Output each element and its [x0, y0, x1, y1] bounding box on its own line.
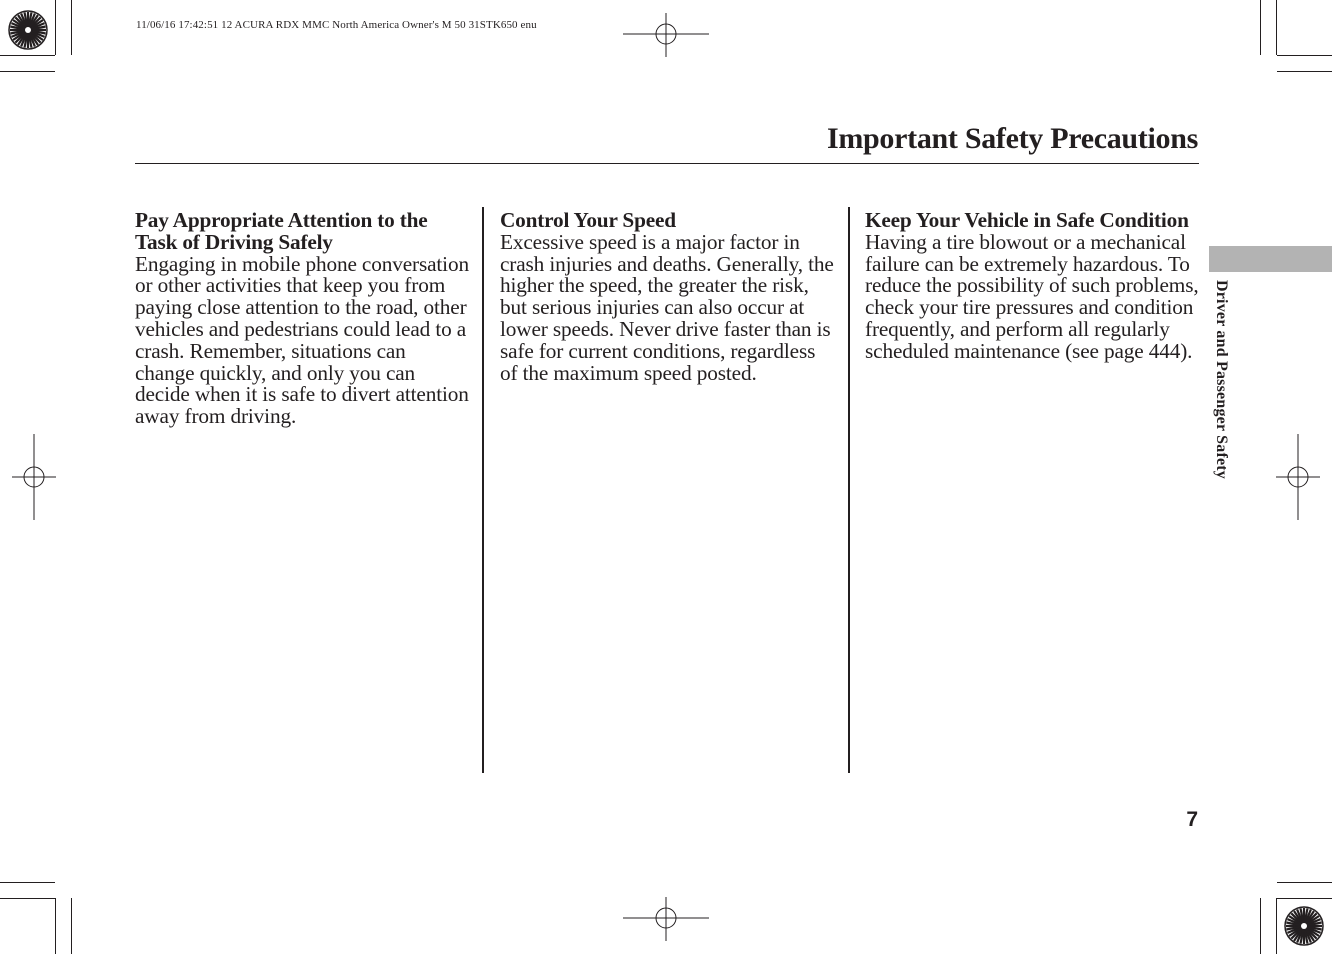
crop-mark-bottom-left-v2	[71, 898, 72, 954]
page-title: Important Safety Precautions	[826, 122, 1198, 155]
column-attention	[135, 210, 470, 428]
crop-mark-top-right-v	[1260, 0, 1261, 55]
starburst-mark-bottom-right-icon	[1284, 906, 1324, 946]
crop-mark-bottom-right-v	[1260, 898, 1261, 954]
section-heading: Control Your Speed	[500, 208, 676, 232]
page-number: 7	[1186, 808, 1198, 831]
crop-mark-top-left-v2	[55, 0, 56, 55]
starburst-mark-top-left-icon	[8, 10, 48, 50]
section-body: Excessive speed is a major factor in crash injuries and deaths. Generally, the higher the speed, the greater the risk, but serious injuries can also occur at lower speeds. Never drive faster than is safe for current conditions, regardless of the maximum speed posted.	[500, 229, 834, 385]
print-info-slug: 11/06/16 17:42:51 12 ACURA RDX MMC North America Owner's M 50 31STK650 enu	[136, 19, 537, 31]
column-vehicle-condition	[865, 210, 1199, 363]
section-heading: Pay Appropriate Attention to the Task of Driving Safely	[135, 208, 428, 254]
registration-target-left-icon	[12, 434, 56, 520]
crop-mark-bottom-left-v	[55, 898, 56, 954]
column-speed	[500, 210, 835, 384]
title-rule	[135, 163, 1199, 164]
chapter-tab-label: Driver and Passenger Safety	[1213, 280, 1230, 480]
crop-mark-bottom-right-h2	[1277, 898, 1332, 899]
column-divider	[482, 207, 484, 773]
crop-mark-top-left-h	[0, 71, 55, 72]
crop-mark-top-right-v2	[1276, 0, 1277, 55]
column-divider	[848, 207, 850, 773]
crop-mark-top-right-h	[1277, 71, 1332, 72]
crop-mark-bottom-left-h	[0, 882, 55, 883]
registration-target-top-icon	[623, 13, 709, 57]
section-heading: Keep Your Vehicle in Safe Condition	[865, 208, 1189, 232]
registration-target-right-icon	[1276, 434, 1320, 520]
registration-target-bottom-icon	[623, 897, 709, 941]
crop-mark-bottom-right-v2	[1276, 898, 1277, 954]
crop-mark-top-right-h2	[1277, 55, 1332, 56]
section-body: Having a tire blowout or a mechanical failure can be extremely hazardous. To reduce the possibility of such problems, check your tire pressures and condition frequently, and perform all regularly scheduled maintenance (see page 444).	[865, 229, 1199, 363]
section-body: Engaging in mobile phone conversation or other activities that keep you from paying close attention to the road, other vehicles and pedestrians could lead to a crash. Remember, situations can change quickly, and only you can decide when it is safe to divert attention away from driving.	[135, 251, 469, 429]
crop-mark-bottom-right-h	[1277, 882, 1332, 883]
crop-mark-top-left-v	[71, 0, 72, 55]
chapter-tab	[1209, 246, 1332, 272]
crop-mark-top-left-h2	[0, 55, 55, 56]
crop-mark-bottom-left-h2	[0, 898, 55, 899]
